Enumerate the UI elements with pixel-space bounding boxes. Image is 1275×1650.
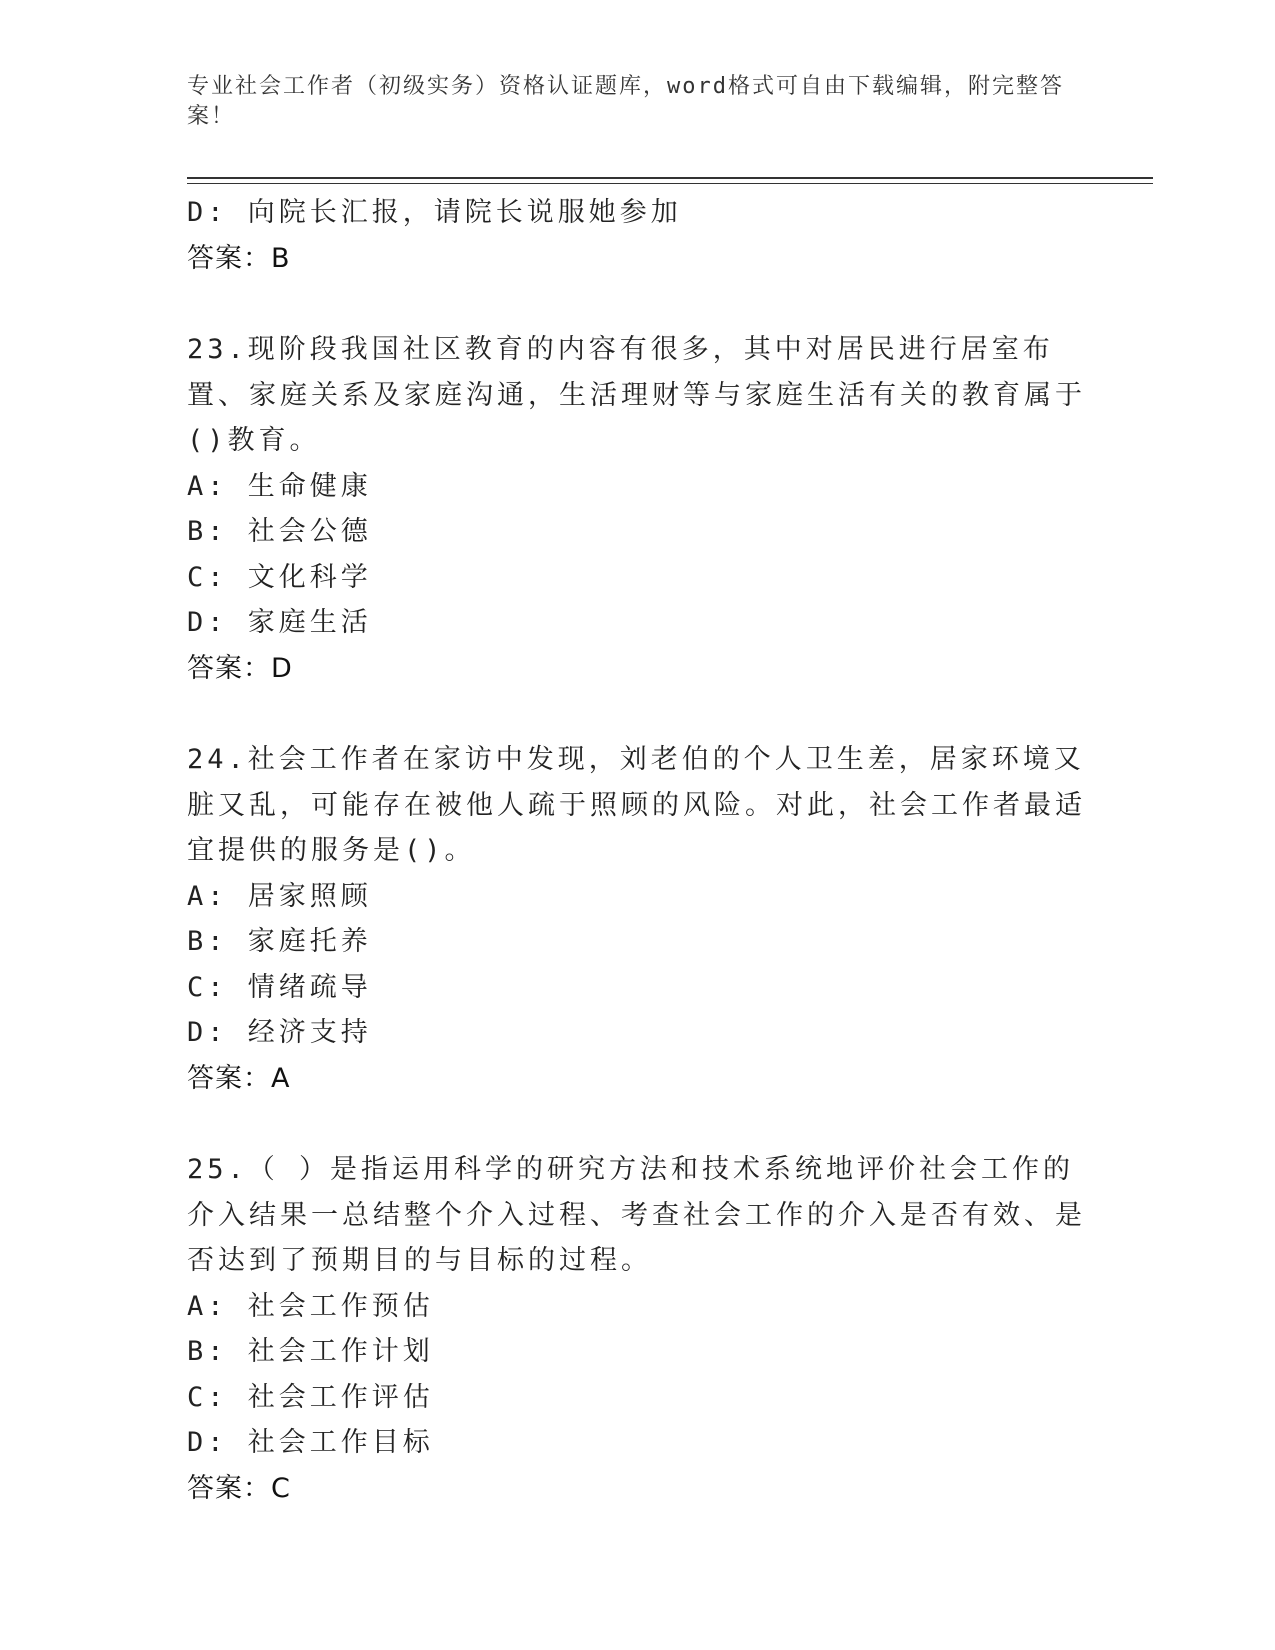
option-a: A: 社会工作预估	[187, 1290, 434, 1322]
question-24	[187, 737, 1087, 1101]
option-d: D: 经济支持	[187, 1017, 372, 1048]
option-d: D: 家庭生活	[187, 607, 372, 638]
option-c: C: 文化科学	[187, 561, 372, 593]
option-b: B: 家庭托养	[187, 926, 372, 957]
header-divider-thin	[187, 183, 1153, 184]
question-23	[187, 327, 1087, 691]
answer-line: 答案：B	[187, 242, 291, 274]
option-d: D: 向院长汇报，请院长说服她参加	[187, 197, 682, 228]
header-divider-thick	[187, 177, 1153, 179]
question-text: 23.现阶段我国社区教育的内容有很多，其中对居民进行居室布置、家庭关系及家庭沟通，生活理财等与家庭生活有关的教育属于()教育。	[187, 334, 1086, 456]
question-text: 24.社会工作者在家访中发现，刘老伯的个人卫生差，居家环境又脏又乱，可能存在被他人疏于照顾的风险。对此，社会工作者最适宜提供的服务是()。	[187, 744, 1086, 866]
option-c: C: 社会工作评估	[187, 1381, 434, 1413]
question-25	[187, 1147, 1087, 1511]
page-header: 专业社会工作者（初级实务）资格认证题库，word格式可自由下载编辑，附完整答案！	[187, 74, 1064, 129]
answer-line: 答案：C	[187, 1472, 291, 1504]
question-text: 25.（ ）是指运用科学的研究方法和技术系统地评价社会工作的介入结果一总结整个介入过程、考查社会工作的介入是否有效、是否达到了预期目的与目标的过程。	[187, 1154, 1086, 1276]
option-a: A: 生命健康	[187, 470, 372, 502]
question-22-tail	[187, 190, 1087, 281]
answer-line: 答案：D	[187, 652, 293, 684]
option-b: B: 社会工作计划	[187, 1336, 434, 1367]
option-c: C: 情绪疏导	[187, 971, 372, 1003]
option-d: D: 社会工作目标	[187, 1427, 434, 1458]
option-a: A: 居家照顾	[187, 880, 372, 912]
question-content	[187, 190, 1087, 1511]
answer-line: 答案：A	[187, 1062, 291, 1094]
option-b: B: 社会公德	[187, 516, 372, 547]
